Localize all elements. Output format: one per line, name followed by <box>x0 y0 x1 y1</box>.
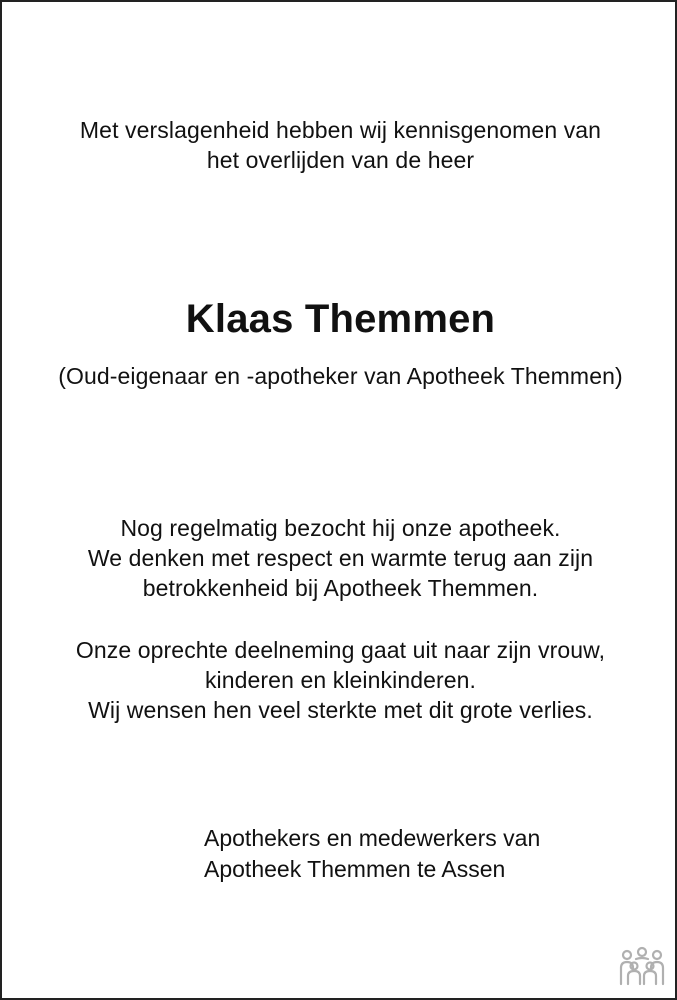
paragraph-line: We denken met respect en warmte terug aan zijn <box>87 545 594 571</box>
signature-line: Apothekers en medewerkers van <box>204 825 541 851</box>
paragraph-condolence <box>2 635 677 725</box>
people-group-icon <box>618 946 666 990</box>
paragraph-line: Onze oprechte deelneming gaat uit naar zijn vrouw, <box>75 637 606 663</box>
intro-line: het overlijden van de heer <box>206 147 475 173</box>
paragraph-line: Nog regelmatig bezocht hij onze apotheek. <box>120 515 561 541</box>
paragraph-line: Wij wensen hen veel sterkte met dit grote verlies. <box>88 697 593 723</box>
signature <box>204 823 540 885</box>
intro-text <box>2 115 677 175</box>
paragraph-remembrance <box>2 513 677 603</box>
deceased-name: Klaas Themmen <box>185 297 496 341</box>
signature-line: Apotheek Themmen te Assen <box>204 856 506 882</box>
paragraph-line: kinderen en kleinkinderen. <box>204 667 477 693</box>
intro-line: Met verslagenheid hebben wij kennisgenomen van <box>79 117 602 143</box>
paragraph-line: betrokkenheid bij Apotheek Themmen. <box>142 575 539 601</box>
subtitle: (Oud-eigenaar en -apotheker van Apotheek Themmen) <box>58 363 623 389</box>
